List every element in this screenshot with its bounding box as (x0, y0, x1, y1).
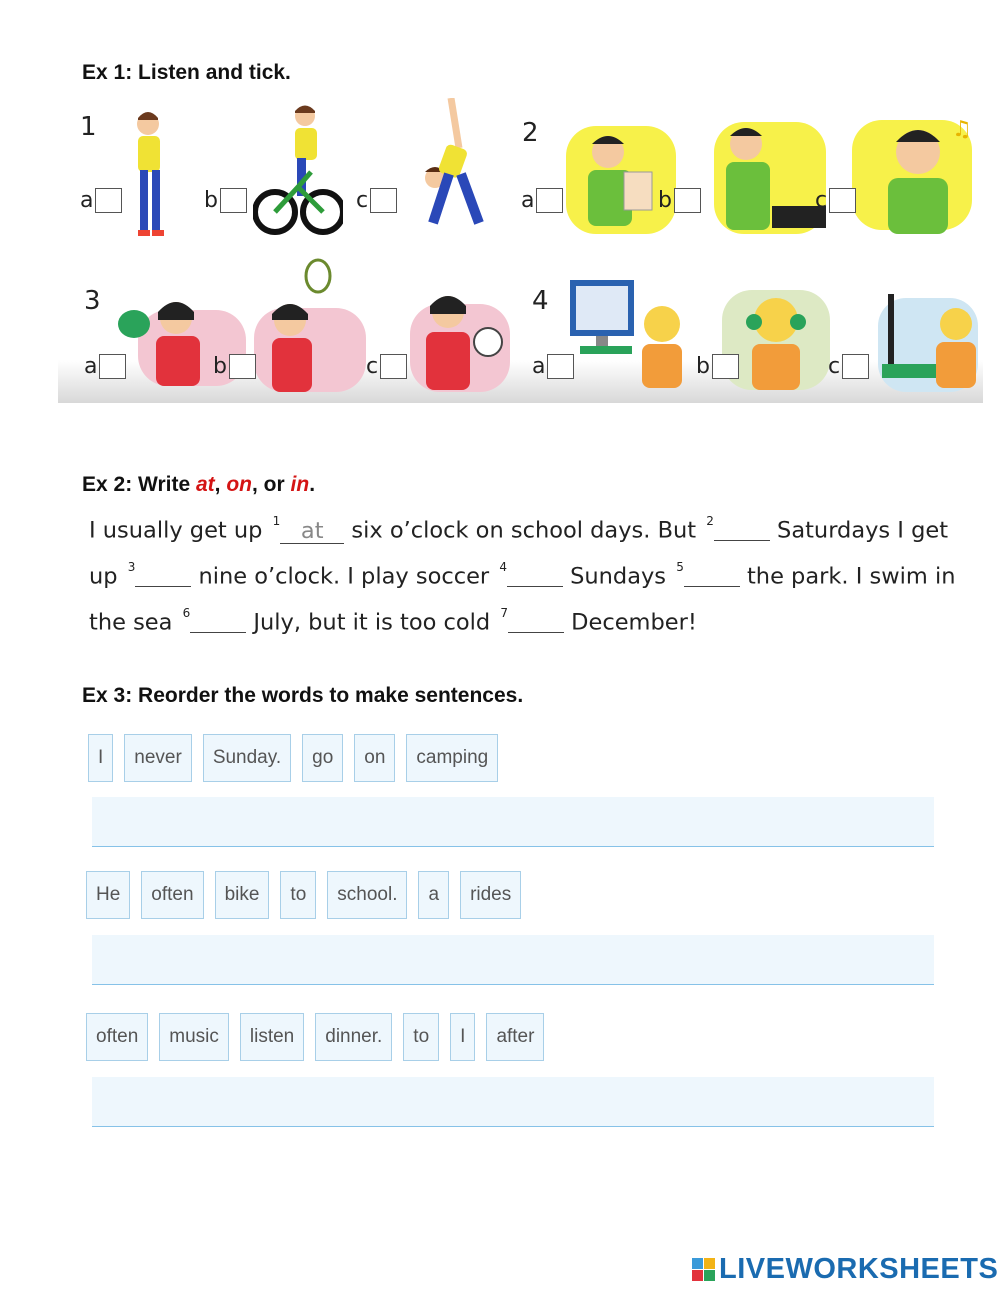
gap-input-4[interactable] (507, 561, 563, 587)
gap-input-3[interactable] (135, 561, 191, 587)
gap-number: 6 (182, 606, 191, 620)
group-1-option-a[interactable] (80, 188, 122, 213)
tick-box[interactable] (229, 354, 256, 379)
word-tile[interactable]: to (403, 1013, 439, 1061)
group-2-option-a[interactable] (521, 188, 563, 213)
group-3-number: 3 (84, 286, 101, 316)
group-3-option-a[interactable] (84, 354, 126, 379)
option-label: b (204, 188, 218, 213)
word-tile[interactable]: Sunday. (203, 734, 291, 782)
ex3-title: Ex 3: Reorder the words to make sentences. (82, 684, 524, 707)
group-2-number: 2 (522, 118, 539, 148)
girl-watching-tv-illustration (566, 278, 691, 393)
word-tile[interactable]: after (486, 1013, 544, 1061)
gap-number: 1 (272, 514, 281, 528)
option-label: a (532, 354, 546, 379)
word-tile[interactable]: often (86, 1013, 148, 1061)
girl-volleyball-illustration (410, 284, 510, 394)
word-tile[interactable]: go (302, 734, 343, 782)
tick-box[interactable] (380, 354, 407, 379)
girl-stretching-illustration (403, 98, 493, 233)
liveworksheets-logo (692, 1253, 998, 1286)
gap-input-1[interactable]: at (280, 518, 344, 544)
option-label: c (828, 354, 841, 379)
group-2-option-b[interactable] (658, 188, 701, 213)
word-tile[interactable]: school. (327, 871, 407, 919)
group-4-option-b[interactable] (696, 354, 739, 379)
text-segment: July, but it is too cold (246, 609, 498, 636)
logo-text: LIVEWORKSHEETS (719, 1253, 999, 1285)
gap-input-2[interactable] (714, 515, 770, 541)
word-tile[interactable]: dinner. (315, 1013, 392, 1061)
option-label: b (696, 354, 710, 379)
svg-text:♫: ♫ (952, 117, 972, 142)
word-tile[interactable]: I (450, 1013, 475, 1061)
boy-running-illustration (110, 106, 180, 246)
word-on: on (226, 473, 252, 496)
gap-number: 4 (499, 560, 507, 574)
word-tile[interactable]: I (88, 734, 113, 782)
tick-box[interactable] (842, 354, 869, 379)
tick-box[interactable] (370, 188, 397, 213)
word-tile[interactable]: listen (240, 1013, 304, 1061)
ex2-title-sep2: , or (252, 473, 291, 496)
option-label: c (815, 188, 828, 213)
word-tile[interactable]: He (86, 871, 130, 919)
text-segment: nine o’clock. I play soccer (191, 563, 497, 590)
tick-box[interactable] (99, 354, 126, 379)
option-label: b (213, 354, 227, 379)
gap-number: 2 (706, 514, 714, 528)
option-label: a (80, 188, 94, 213)
word-tiles-row-2 (86, 871, 521, 919)
boy-listening-music-illustration (848, 106, 983, 238)
ex2-title-end: . (309, 473, 316, 496)
boy-drawing-illustration (706, 114, 836, 238)
text-segment: Saturdays I get up (89, 517, 949, 590)
group-4-number: 4 (532, 286, 549, 316)
group-1-option-c[interactable] (356, 188, 397, 213)
option-label: a (84, 354, 98, 379)
word-tile[interactable]: often (141, 871, 203, 919)
girl-badminton-illustration (250, 258, 370, 394)
word-tiles-row-1 (88, 734, 498, 782)
option-label: b (658, 188, 672, 213)
answer-field-2[interactable] (92, 935, 934, 985)
option-label: c (356, 188, 369, 213)
tick-box[interactable] (536, 188, 563, 213)
boy-reading-illustration (566, 120, 684, 240)
word-at: at (195, 473, 215, 496)
answer-field-1[interactable] (92, 797, 934, 847)
ex2-paragraph (89, 505, 969, 643)
tick-box[interactable] (829, 188, 856, 213)
answer-field-3[interactable] (92, 1077, 934, 1127)
logo-grid-icon (692, 1258, 715, 1281)
ex1-title: Ex 1: Listen and tick. (82, 61, 291, 84)
boy-cycling-illustration (253, 102, 343, 242)
group-2-option-c[interactable] (815, 188, 856, 213)
word-tile[interactable]: never (124, 734, 192, 782)
word-tiles-row-3 (86, 1013, 544, 1061)
girl-computer-illustration (878, 288, 983, 396)
ex2-title-prefix: Ex 2: Write (82, 473, 196, 496)
tick-box[interactable] (547, 354, 574, 379)
tick-box[interactable] (220, 188, 247, 213)
group-3-option-c[interactable] (366, 354, 407, 379)
word-tile[interactable]: camping (406, 734, 498, 782)
ex2-title-sep1: , (214, 473, 227, 496)
word-tile[interactable]: rides (460, 871, 521, 919)
ex2-title (82, 473, 315, 497)
tick-box[interactable] (95, 188, 122, 213)
text-segment: the park. I swim in the sea (89, 563, 956, 636)
text-segment: six o’clock on school days. But (344, 517, 704, 544)
gap-input-5[interactable] (684, 561, 740, 587)
word-tile[interactable]: to (280, 871, 316, 919)
gap-input-7[interactable] (508, 607, 564, 633)
word-tile[interactable]: a (418, 871, 449, 919)
gap-number: 5 (676, 560, 684, 574)
group-1-option-b[interactable] (204, 188, 247, 213)
tick-box[interactable] (674, 188, 701, 213)
group-3-option-b[interactable] (213, 354, 256, 379)
option-label: a (521, 188, 535, 213)
text-segment: I usually get up (89, 517, 270, 544)
text-segment: Sundays (562, 563, 674, 590)
word-tile[interactable]: bike (215, 871, 270, 919)
group-4-option-a[interactable] (532, 354, 574, 379)
gap-input-6[interactable] (190, 607, 246, 633)
group-4-option-c[interactable] (828, 354, 869, 379)
gap-number: 7 (500, 606, 508, 620)
option-label: c (366, 354, 379, 379)
tick-box[interactable] (712, 354, 739, 379)
word-in: in (290, 473, 310, 496)
group-1-number: 1 (80, 112, 97, 142)
text-segment: December! (564, 609, 697, 636)
word-tile[interactable]: on (354, 734, 395, 782)
gap-number: 3 (127, 560, 136, 574)
ex1-picture-strip (58, 98, 983, 403)
word-tile[interactable]: music (159, 1013, 229, 1061)
